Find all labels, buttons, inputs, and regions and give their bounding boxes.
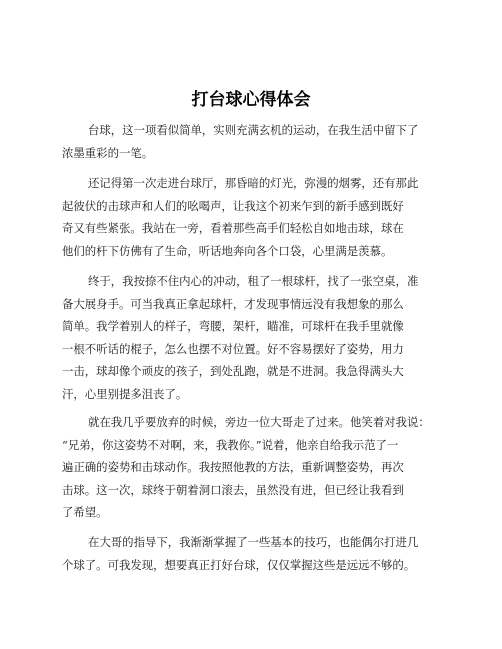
text-line: 奇又有些紧张。我站在一旁，看着那些高手们轻松自如地击球，球在: [62, 221, 404, 235]
text-line: 遍正确的姿势和击球动作。我按照他教的方法，重新调整姿势，再次: [62, 460, 404, 474]
text-line: 终于，我按捺不住内心的冲动，租了一根球杆，找了一张空桌，准: [88, 274, 419, 288]
text-line: 简单。我学着别人的样子，弯腰，架杆，瞄准，可球杆在我手里就像: [62, 319, 404, 333]
document-title: 打台球心得体会: [191, 90, 311, 110]
paragraph: [62, 119, 457, 164]
text-line: 备大展身手。可当我真正拿起球杆，才发现事情远没有我想象的那么: [62, 296, 404, 311]
text-line: 起彼伏的击球声和人们的吆喝声，让我这个初来乍到的新手感到既好: [62, 198, 404, 213]
text-line: 汗，心里别提多沮丧了。: [62, 386, 188, 401]
text-line: 在大哥的指导下，我渐渐掌握了一些基本的技巧，也能偶尔打进几: [88, 535, 419, 549]
paragraph: [62, 270, 457, 405]
text-line: 台球，这一项看似简单，实则充满玄机的运动，在我生活中留下了: [88, 123, 419, 137]
text-line: 一根不听话的棍子，怎么也摆不对位置。好不容易摆好了姿势，用力: [62, 341, 404, 356]
text-line: 个球了。可我发现，想要真正打好台球，仅仅掌握这些是远远不够的。: [62, 557, 416, 572]
text-line: 了希望。: [62, 505, 108, 519]
text-line: 就在我几乎要放弃的时候，旁边一位大哥走了过来。他笑着对我说：: [88, 415, 430, 429]
paragraph: [62, 531, 457, 576]
text-line: 还记得第一次走进台球厅，那昏暗的灯光，弥漫的烟雾，还有那此: [88, 176, 419, 190]
paragraph: [62, 172, 457, 262]
text-line: 一击，球却像个顽皮的孩子，到处乱跑，就是不进洞。我急得满头大: [62, 364, 404, 378]
text-line: 浓墨重彩的一笔。: [62, 145, 154, 160]
paragraph: [62, 411, 457, 524]
text-line: “兄弟，你这姿势不对啊，来，我教你。”说着，他亲自给我示范了一: [62, 437, 399, 452]
text-line: 他们的杆下仿佛有了生命，听话地奔向各个口袋，心里满是羡慕。: [62, 243, 393, 258]
text-line: 击球。这一次，球终于朝着洞口滚去，虽然没有进，但已经让我看到: [62, 482, 404, 497]
